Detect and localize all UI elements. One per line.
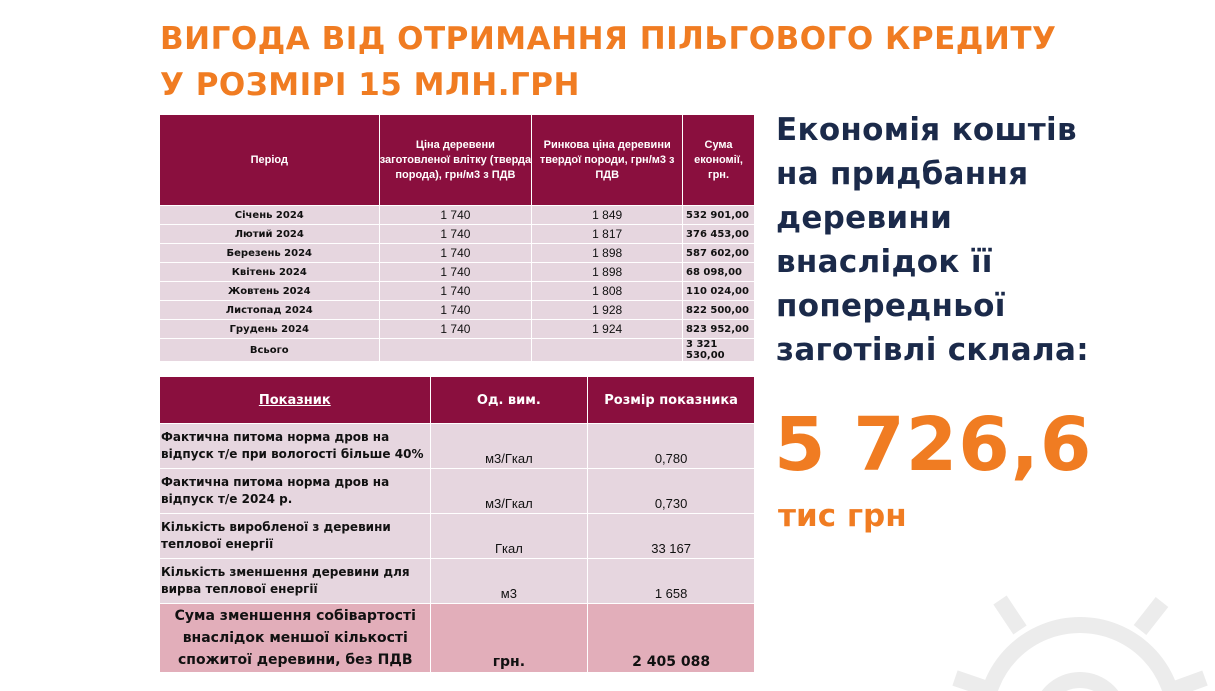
table-row	[160, 424, 755, 469]
sum-cell: 822 500,00	[683, 301, 755, 320]
total-label: Всього	[160, 339, 380, 362]
summary-line: внаслідок її	[776, 244, 993, 280]
sum-cell: 376 453,00	[683, 225, 755, 244]
summary-line: деревини	[776, 200, 953, 236]
market-cell: 1 849	[532, 206, 683, 225]
period-cell: Жовтень 2024	[160, 282, 380, 301]
market-cell: 1 808	[532, 282, 683, 301]
price-cell: 1 740	[379, 282, 532, 301]
table-row	[160, 263, 755, 282]
period-cell: Листопад 2024	[160, 301, 380, 320]
summary-line: заготівлі склала:	[776, 332, 1089, 368]
table-row	[160, 282, 755, 301]
price-cell: 1 740	[379, 263, 532, 282]
table-row	[160, 225, 755, 244]
gear-icon	[900, 520, 1215, 691]
unit-cell: м3/Гкал	[430, 424, 588, 469]
sum-cell: 587 602,00	[683, 244, 755, 263]
title-line-1: ВИГОДА ВІД ОТРИМАННЯ ПІЛЬГОВОГО КРЕДИТУ	[160, 21, 1057, 57]
table-row	[160, 320, 755, 339]
col-header-savings: Сума економії, грн.	[683, 115, 755, 206]
market-cell: 1 898	[532, 244, 683, 263]
value-cell: 1 658	[588, 559, 755, 604]
sum-cell: 110 024,00	[683, 282, 755, 301]
summary-text	[776, 108, 1196, 372]
market-cell: 1 898	[532, 263, 683, 282]
period-cell: Лютий 2024	[160, 225, 380, 244]
indicator-label: Фактична питома норма дров на відпуск т/е при вологості більше 40%	[160, 424, 431, 469]
total-value: 2 405 088	[588, 604, 755, 673]
sum-cell: 823 952,00	[683, 320, 755, 339]
table-row	[160, 514, 755, 559]
page-title	[160, 16, 1060, 108]
price-cell: 1 740	[379, 320, 532, 339]
market-cell: 1 817	[532, 225, 683, 244]
col-header-value: Розмір показника	[588, 377, 755, 424]
summary-line: Економія коштів	[776, 112, 1077, 148]
period-cell: Квітень 2024	[160, 263, 380, 282]
table-row	[160, 469, 755, 514]
market-cell: 1 928	[532, 301, 683, 320]
market-cell: 1 924	[532, 320, 683, 339]
col-header-market-price: Ринкова ціна деревини твердої породи, грн/м3 з ПДВ	[532, 115, 683, 206]
summary-line: попередньої	[776, 288, 1006, 324]
sum-cell: 68 098,00	[683, 263, 755, 282]
empty-cell	[532, 339, 683, 362]
indicator-label: Кількість зменшення деревини для вирва теплової енергії	[160, 559, 431, 604]
sum-cell: 532 901,00	[683, 206, 755, 225]
period-cell: Січень 2024	[160, 206, 380, 225]
savings-amount: 5 726,6	[774, 402, 1093, 488]
col-header-period: Період	[160, 115, 380, 206]
price-cell: 1 740	[379, 225, 532, 244]
savings-by-period-table	[159, 114, 755, 362]
value-cell: 0,780	[588, 424, 755, 469]
summary-line: на придбання	[776, 156, 1029, 192]
value-cell: 0,730	[588, 469, 755, 514]
savings-unit: тис грн	[778, 498, 907, 534]
table-header-row	[160, 377, 755, 424]
table-row	[160, 244, 755, 263]
total-sum: 3 321 530,00	[683, 339, 755, 362]
total-unit: грн.	[430, 604, 588, 673]
col-header-harvest-price: Ціна деревени заготовленої влітку (тверда порода), грн/м3 з ПДВ	[379, 115, 532, 206]
indicators-table	[159, 376, 755, 673]
col-header-indicator: Показник	[160, 377, 431, 424]
value-cell: 33 167	[588, 514, 755, 559]
period-cell: Грудень 2024	[160, 320, 380, 339]
table-row	[160, 301, 755, 320]
price-cell: 1 740	[379, 244, 532, 263]
indicator-label: Кількість виробленої з деревини теплової енергії	[160, 514, 431, 559]
total-row	[160, 339, 755, 362]
empty-cell	[379, 339, 532, 362]
total-label: Сума зменшення собівартості внаслідок меншої кількості спожитої деревини, без ПДВ	[160, 604, 431, 673]
unit-cell: м3/Гкал	[430, 469, 588, 514]
table-row	[160, 559, 755, 604]
indicator-label: Фактична питома норма дров на відпуск т/е 2024 р.	[160, 469, 431, 514]
title-line-2: У РОЗМІРІ 15 МЛН.ГРН	[160, 67, 580, 103]
col-header-unit: Од. вим.	[430, 377, 588, 424]
price-cell: 1 740	[379, 206, 532, 225]
unit-cell: м3	[430, 559, 588, 604]
period-cell: Березень 2024	[160, 244, 380, 263]
table-row	[160, 206, 755, 225]
price-cell: 1 740	[379, 301, 532, 320]
unit-cell: Гкал	[430, 514, 588, 559]
total-row	[160, 604, 755, 673]
table-header-row	[160, 115, 755, 206]
